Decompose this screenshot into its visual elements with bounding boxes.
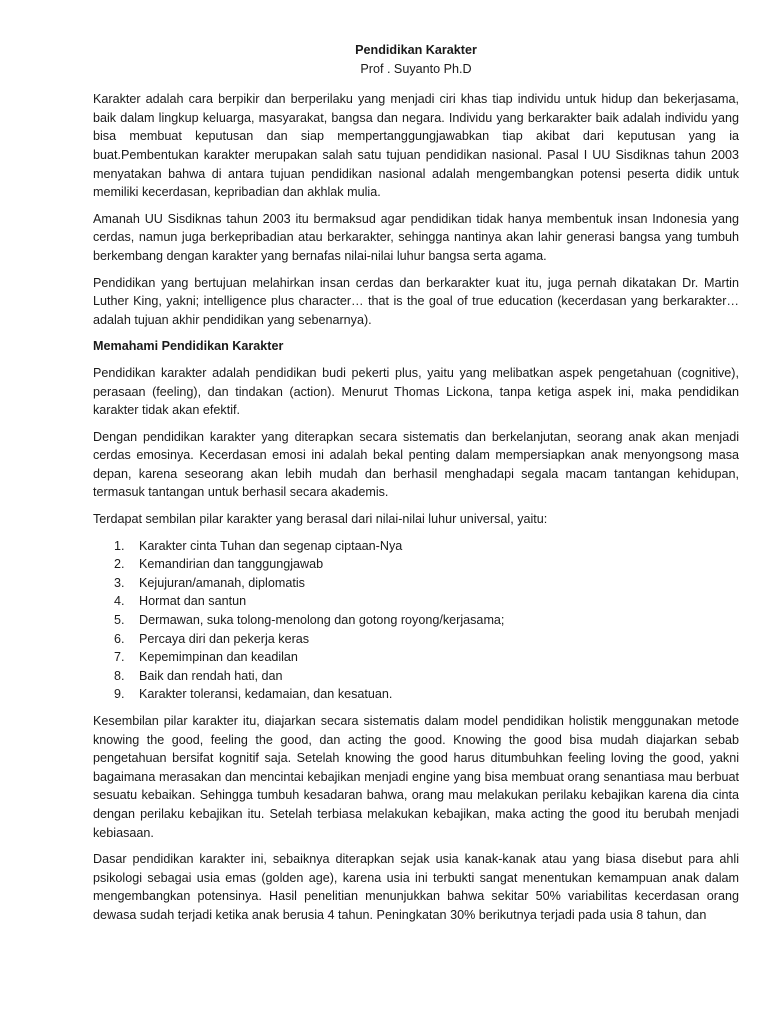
paragraph: Amanah UU Sisdiknas tahun 2003 itu bermaksud agar pendidikan tidak hanya membentuk insan Indonesia yang cerdas, namun juga berkepribadian atau berkarakter, sehingga nantinya akan lahir generasi bangsa yang tumbuh berkembang dengan karakter yang bernafas nilai-nilai luhur bangsa serta agama. [93,211,739,263]
paragraph: Dasar pendidikan karakter ini, sebaiknya diterapkan sejak usia kanak-kanak atau yang biasa disebut para ahli psikologi sebagai usia emas (golden age), karena usia ini terbukti sangat menentukan kemampuan anak dalam mengembangkan potensinya. Hasil penelitian menunjukkan bahwa sekitar 50% variabilitas kecerdasan orang dewasa sudah terjadi ketika anak berusia 4 tahun. Peningkatan 30% berikutnya terjadi pada usia 8 tahun, dan [93,852,739,922]
paragraph: Pendidikan yang bertujuan melahirkan insan cerdas dan berkarakter kuat itu, juga pernah dikatakan Dr. Martin Luther King, yakni; intelligence plus character… that is the goal of true education (kecerdasan yang berkarakter… adalah tujuan akhir pendidikan yang sebenarnya). [93,275,739,327]
list-item-text: Karakter toleransi, kedamaian, dan kesatuan. [139,687,393,702]
paragraph: Kesembilan pilar karakter itu, diajarkan secara sistematis dalam model pendidikan holistik menggunakan metode knowing the good, feeling the good, dan acting the good. Knowing the good bisa mudah diajarkan sebab pengetahuan bersifat kognitif saja. Setelah knowing the good harus ditumbuhkan feeling loving the good, yakni bagaimana merasakan dan mencintai kebajikan menjadi engine yang bisa membuat orang senantiasa mau berbuat sesuatu kebaikan. Sehingga tumbuh kesadaran bahwa, orang mau melakukan perilaku kebajikan karena dia cinta dengan perilaku kebajikan itu. Setelah terbiasa melakukan kebajikan, maka acting the good itu berubah menjadi kebiasaan. [93,714,739,840]
list-item-text: Kepemimpinan dan keadilan [139,650,298,665]
list-item-number: 3. [114,575,125,590]
section-heading: Memahami Pendidikan Karakter [93,339,284,354]
list-item-number: 1. [114,538,125,553]
list-item-number: 2. [114,557,125,572]
document-page [93,41,739,933]
list-item-text: Percaya diri dan pekerja keras [139,631,310,646]
list-item-number: 5. [114,613,125,628]
list-item-text: Baik dan rendah hati, dan [139,668,283,683]
list-item [93,667,739,686]
list-item-number: 8. [114,668,125,683]
document-title: Pendidikan Karakter [355,43,477,57]
list-item-number: 4. [114,594,125,609]
list-item [93,648,739,667]
list-item-text: Karakter cinta Tuhan dan segenap ciptaan-Nya [139,538,403,553]
list-item-text: Kejujuran/amanah, diplomatis [139,575,305,590]
list-item-text: Hormat dan santun [139,594,247,609]
paragraph: Pendidikan karakter adalah pendidikan budi pekerti plus, yaitu yang melibatkan aspek pengetahuan (cognitive), perasaan (feeling), dan tindakan (action). Menurut Thomas Lickona, tanpa ketiga aspek ini, maka pendidikan karakter tidak akan efektif. [93,365,739,418]
list-item-number: 7. [114,650,125,665]
paragraph: Terdapat sembilan pilar karakter yang berasal dari nilai-nilai luhur universal, yaitu: [93,512,548,527]
list-item [93,630,739,649]
list-item [93,592,739,611]
list-item [93,555,739,574]
list-item-text: Kemandirian dan tanggungjawab [139,557,324,572]
list-item [93,685,739,704]
document-author: Prof . Suyanto Ph.D [360,61,472,76]
list-item [93,574,739,593]
paragraph: Dengan pendidikan karakter yang diterapkan secara sistematis dan berkelanjutan, seorang anak akan menjadi cerdas emosinya. Kecerdasan emosi ini adalah bekal penting dalam mempersiapkan anak menyongsong masa depan, karena seseorang akan lebih mudah dan berhasil menghadapi segala macam tantangan kehidupan, termasuk tantangan untuk berhasil secara akademis. [93,429,739,500]
list-item-number: 6. [114,631,125,646]
list-item [93,537,739,556]
pillars-list [93,537,739,704]
paragraph: Karakter adalah cara berpikir dan berperilaku yang menjadi ciri khas tiap individu untuk hidup dan bekerjasama, baik dalam lingkup keluarga, masyarakat, bangsa dan negara. Individu yang berkarakter baik adalah individu yang bisa membuat keputusan dan siap mempertanggungjawabkan tiap akibat dari keputusan yang ia buat.Pembentukan karakter merupakan salah satu tujuan pendidikan nasional. Pasal I UU Sisdiknas tahun 2003 menyatakan bahwa di antara tujuan pendidikan nasional adalah mengembangkan potensi peserta didik untuk memiliki kecerdasan, kepribadian dan akhlak mulia. [93,92,739,200]
list-item [93,611,739,630]
list-item-number: 9. [114,687,125,702]
list-item-text: Dermawan, suka tolong-menolong dan gotong royong/kerjasama; [139,613,505,628]
